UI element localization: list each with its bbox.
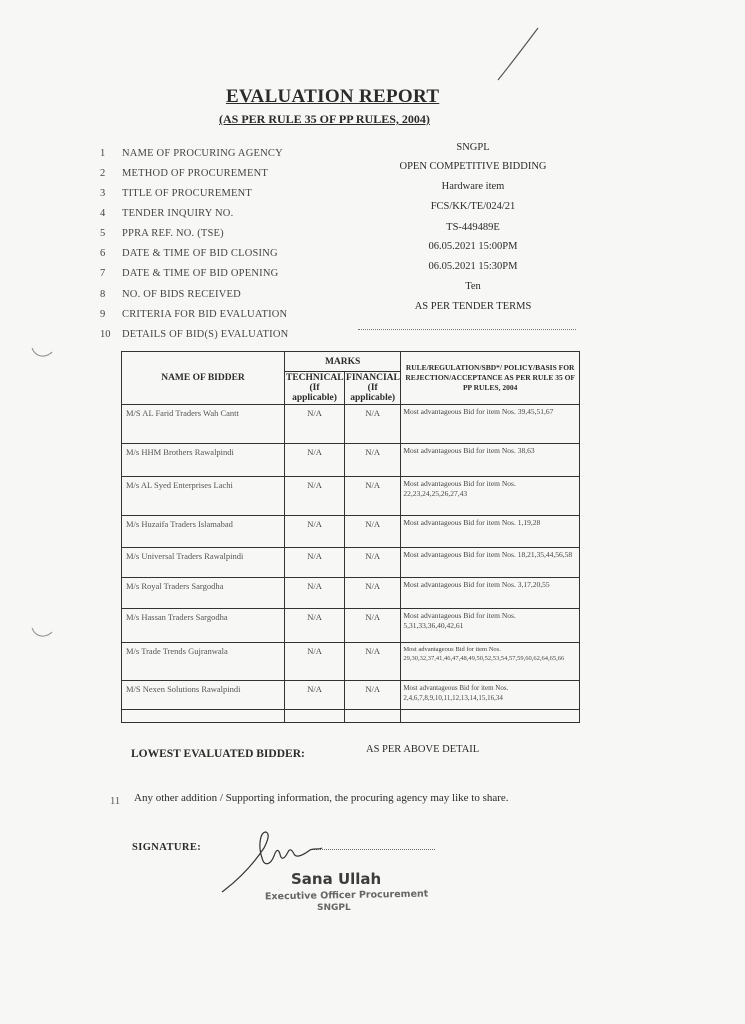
technical-mark: N/A bbox=[285, 477, 345, 516]
stamp-org: SNGPL bbox=[317, 903, 351, 913]
rule-basis: Most advantageous Bid for item Nos. 18,21,35,44,56,58 bbox=[401, 548, 580, 578]
table-row bbox=[122, 477, 580, 516]
info-label: DATE & TIME OF BID OPENING bbox=[122, 268, 279, 279]
info-number: 10 bbox=[100, 329, 111, 340]
info-value: SNGPL bbox=[456, 142, 490, 153]
info-value: 06.05.2021 15:00PM bbox=[428, 241, 518, 252]
bidder-name: M/s Universal Traders Rawalpindi bbox=[122, 548, 285, 578]
technical-mark: N/A bbox=[285, 578, 345, 609]
column-header-rule: RULE/REGULATION/SBD*/ POLICY/BASIS FOR REJECTION/ACCEPTANCE AS PER RULE 35 OF PP RULES, 2004 bbox=[401, 352, 580, 405]
rule-basis: Most advantageous Bid for item Nos. 39,45,51,67 bbox=[401, 405, 580, 444]
signature-dotted-line bbox=[310, 849, 435, 850]
report-subtitle: (AS PER RULE 35 OF PP RULES, 2004) bbox=[219, 112, 430, 126]
financial-mark: N/A bbox=[345, 681, 401, 710]
table-row bbox=[122, 643, 580, 681]
financial-mark: N/A bbox=[345, 609, 401, 643]
bid-evaluation-table bbox=[121, 351, 580, 723]
bidder-name: M/s HHM Brothers Rawalpindi bbox=[122, 444, 285, 477]
financial-mark: N/A bbox=[345, 548, 401, 578]
bidder-name: M/S Nexen Solutions Rawalpindi bbox=[122, 681, 285, 710]
bidder-name: M/s AL Syed Enterprises Lachi bbox=[122, 477, 285, 516]
info-number: 9 bbox=[100, 309, 106, 320]
info-number: 8 bbox=[100, 289, 106, 300]
column-header-technical: TECHNICAL (If applicable) bbox=[286, 373, 344, 403]
rule-basis: Most advantageous Bid for item Nos. 29,30,32,37,41,46,47,48,49,50,52,53,54,57,59,60,62,64,65,66 bbox=[401, 643, 580, 681]
info-value: 06.05.2021 15:30PM bbox=[428, 261, 518, 272]
rule-basis: Most advantageous Bid for item Nos. 38,63 bbox=[401, 444, 580, 477]
column-header-name: NAME OF BIDDER bbox=[122, 352, 285, 405]
info-label: METHOD OF PROCUREMENT bbox=[122, 168, 268, 179]
bidder-name: M/s Trade Trends Gujranwala bbox=[122, 643, 285, 681]
financial-mark: N/A bbox=[345, 643, 401, 681]
table-row-empty bbox=[122, 710, 580, 723]
table-row bbox=[122, 548, 580, 578]
info-label: NO. OF BIDS RECEIVED bbox=[122, 289, 241, 300]
stamp-role: Executive Officer Procurement bbox=[264, 888, 429, 903]
info-row bbox=[100, 301, 660, 327]
info-number: 4 bbox=[100, 208, 106, 219]
info-value: Hardware item bbox=[441, 181, 505, 192]
punch-hole-mark bbox=[30, 624, 54, 640]
rule-basis: Most advantageous Bid for item Nos. 2,4,6,7,8,9,10,11,12,13,14,15,16,34 bbox=[401, 681, 580, 710]
info-label: TENDER INQUIRY NO. bbox=[122, 208, 234, 219]
table-row bbox=[122, 681, 580, 710]
info-number: 1 bbox=[100, 148, 106, 159]
info-value: OPEN COMPETITIVE BIDDING bbox=[399, 161, 547, 172]
dotted-line bbox=[358, 329, 576, 330]
info-label: CRITERIA FOR BID EVALUATION bbox=[122, 309, 288, 320]
punch-hole-mark bbox=[30, 344, 54, 360]
column-header-financial: FINANCIAL (If applicable) bbox=[346, 373, 400, 403]
technical-mark: N/A bbox=[285, 516, 345, 548]
table-row bbox=[122, 405, 580, 444]
financial-mark: N/A bbox=[345, 405, 401, 444]
info-label: DATE & TIME OF BID CLOSING bbox=[122, 248, 278, 259]
financial-mark: N/A bbox=[345, 444, 401, 477]
info-label: NAME OF PROCURING AGENCY bbox=[122, 148, 283, 159]
lowest-bidder-value: AS PER ABOVE DETAIL bbox=[366, 744, 480, 755]
bidder-name: M/s Hassan Traders Sargodha bbox=[122, 609, 285, 643]
rule-basis: Most advantageous Bid for item Nos. 3,17,20,55 bbox=[401, 578, 580, 609]
info-value: TS-449489E bbox=[446, 222, 500, 233]
info-value: FCS/KK/TE/024/21 bbox=[430, 201, 516, 212]
item-11-text: Any other addition / Supporting information, the procuring agency may like to share. bbox=[134, 792, 509, 804]
column-header-marks: MARKS bbox=[285, 352, 401, 372]
report-title: EVALUATION REPORT bbox=[226, 86, 440, 107]
technical-mark: N/A bbox=[285, 643, 345, 681]
rule-basis: Most advantageous Bid for item Nos. 22,23,24,25,26,27,43 bbox=[401, 477, 580, 516]
pen-stroke-mark bbox=[492, 26, 542, 82]
info-number: 5 bbox=[100, 228, 106, 239]
rule-basis: Most advantageous Bid for item Nos. 5,31,33,36,40,42,61 bbox=[401, 609, 580, 643]
info-number: 3 bbox=[100, 188, 106, 199]
rule-basis: Most advantageous Bid for item Nos. 1,19,28 bbox=[401, 516, 580, 548]
info-number: 6 bbox=[100, 248, 106, 259]
technical-mark: N/A bbox=[285, 681, 345, 710]
financial-mark: N/A bbox=[345, 477, 401, 516]
info-number: 2 bbox=[100, 168, 106, 179]
bidder-name: M/s Huzaifa Traders Islamabad bbox=[122, 516, 285, 548]
technical-mark: N/A bbox=[285, 548, 345, 578]
info-row bbox=[100, 329, 660, 347]
technical-mark: N/A bbox=[285, 609, 345, 643]
info-label: TITLE OF PROCUREMENT bbox=[122, 188, 252, 199]
financial-mark: N/A bbox=[345, 578, 401, 609]
financial-mark: N/A bbox=[345, 516, 401, 548]
technical-mark: N/A bbox=[285, 444, 345, 477]
info-label: PPRA REF. NO. (TSE) bbox=[122, 228, 224, 239]
bidder-name: M/s Royal Traders Sargodha bbox=[122, 578, 285, 609]
technical-mark: N/A bbox=[285, 405, 345, 444]
item-11-number: 11 bbox=[110, 796, 121, 807]
table-row bbox=[122, 609, 580, 643]
info-label: DETAILS OF BID(S) EVALUATION bbox=[122, 329, 289, 340]
info-number: 7 bbox=[100, 268, 106, 279]
table-row bbox=[122, 444, 580, 477]
table-row bbox=[122, 516, 580, 548]
table-row bbox=[122, 578, 580, 609]
officer-stamp bbox=[265, 870, 428, 913]
bidder-name: M/S AL Farid Traders Wah Cantt bbox=[122, 405, 285, 444]
info-value: AS PER TENDER TERMS bbox=[414, 301, 532, 312]
signature-label: SIGNATURE: bbox=[132, 842, 202, 853]
info-value: Ten bbox=[465, 281, 481, 292]
lowest-bidder-label: LOWEST EVALUATED BIDDER: bbox=[131, 748, 305, 760]
stamp-name: Sana Ullah bbox=[291, 870, 382, 888]
